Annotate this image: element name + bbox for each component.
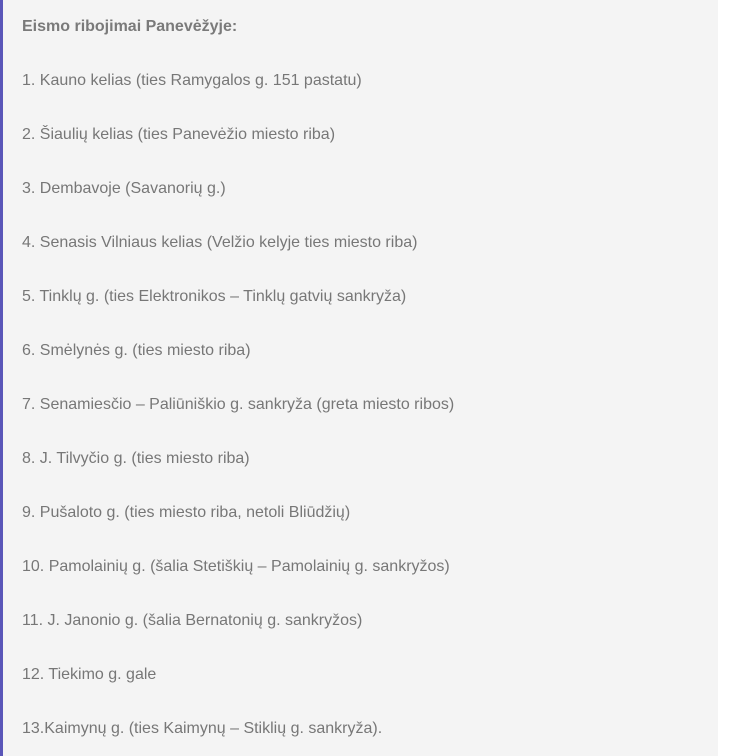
list-item: 13.Kaimynų g. (ties Kaimynų – Stiklių g. sankryža). — [22, 720, 383, 737]
heading: Eismo ribojimai Panevėžyje: — [22, 18, 238, 35]
list-item: 8. J. Tilvyčio g. (ties miesto riba) — [22, 450, 250, 467]
list-item: 11. J. Janonio g. (šalia Bernatonių g. sankryžos) — [22, 612, 363, 629]
list-item: 2. Šiaulių kelias (ties Panevėžio miesto riba) — [22, 126, 336, 143]
list-item: 4. Senasis Vilniaus kelias (Velžio kelyje ties miesto riba) — [22, 234, 418, 251]
list-item: 9. Pušaloto g. (ties miesto riba, netoli Bliūdžių) — [22, 504, 351, 521]
list-item: 12. Tiekimo g. gale — [22, 666, 157, 683]
restrictions-list — [22, 70, 454, 756]
list-item: 1. Kauno kelias (ties Ramygalos g. 151 pastatu) — [22, 72, 362, 89]
list-item: 3. Dembavoje (Savanorių g.) — [22, 180, 226, 197]
list-item: 10. Pamolainių g. (šalia Stetiškių – Pamolainių g. sankryžos) — [22, 558, 450, 575]
list-item: 6. Smėlynės g. (ties miesto riba) — [22, 342, 251, 359]
list-item: 5. Tinklų g. (ties Elektronikos – Tinklų gatvių sankryža) — [22, 288, 407, 305]
list-item: 7. Senamiesčio – Paliūniškio g. sankryža (greta miesto ribos) — [22, 396, 455, 413]
